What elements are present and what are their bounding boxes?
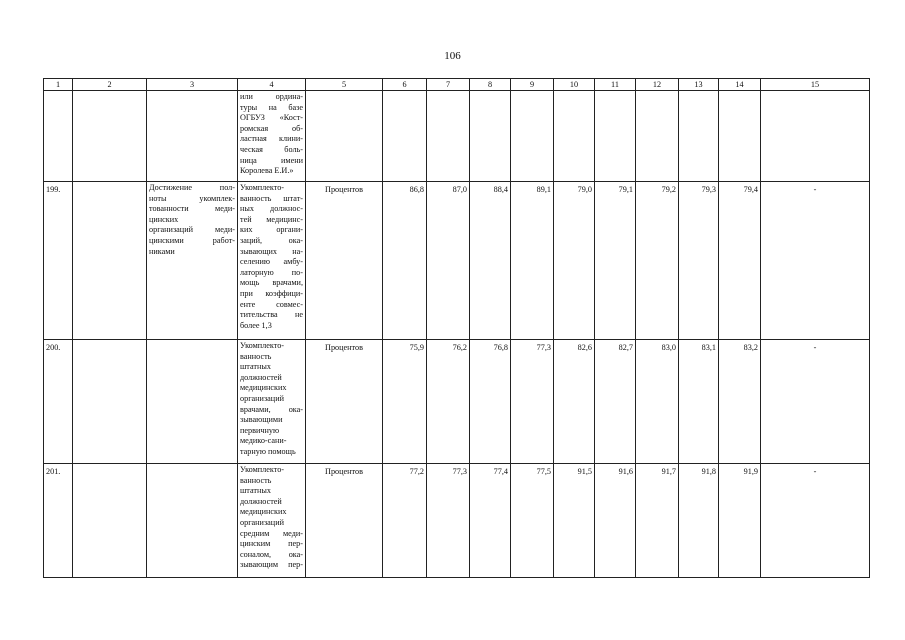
row-number: 199.	[44, 182, 73, 340]
unit-cell: Процентов	[306, 182, 383, 340]
col-header-6: 6	[383, 79, 427, 91]
col-header-1: 1	[44, 79, 73, 91]
value-cell: 76,2	[427, 340, 470, 464]
value-cell: 83,1	[679, 340, 719, 464]
col-header-2: 2	[73, 79, 147, 91]
value-cell: 79,1	[595, 182, 636, 340]
value-cell: 79,0	[554, 182, 595, 340]
value-cell: 87,0	[427, 182, 470, 340]
col-header-14: 14	[719, 79, 761, 91]
value-cell: 77,2	[383, 464, 427, 578]
value-cell: 76,8	[470, 340, 511, 464]
col-header-5: 5	[306, 79, 383, 91]
indicator-description: Укомплекто- ванность штатных должностей медицинских организаций врачами, ока- зывающими первичную медико-сани- тарную помощь	[238, 340, 306, 464]
indicator-table	[43, 78, 870, 578]
table-row	[44, 91, 870, 182]
value-cell: 77,3	[427, 464, 470, 578]
value-cell: 77,5	[511, 464, 554, 578]
indicator-description: Укомплекто- ванность штат- ных должнос- тей медицинс- ких органи- заций, ока- зывающих на- селению амбу- латорную по- мощь врачами, при коэффици- енте совмес- тительства не более 1,3	[238, 182, 306, 340]
value-cell: 79,2	[636, 182, 679, 340]
page-number: 106	[444, 50, 461, 62]
value-cell: 77,3	[511, 340, 554, 464]
table-row	[44, 182, 870, 340]
col-header-9: 9	[511, 79, 554, 91]
col-header-4: 4	[238, 79, 306, 91]
unit-cell: Процентов	[306, 464, 383, 578]
col-header-8: 8	[470, 79, 511, 91]
col-header-7: 7	[427, 79, 470, 91]
value-cell: 91,6	[595, 464, 636, 578]
table-row	[44, 464, 870, 578]
value-cell: 86,8	[383, 182, 427, 340]
indicator-description: Укомплекто- ванность штатных должностей медицинских организаций средним меди- цинским пер- соналом, ока- зывающим пер-	[238, 464, 306, 578]
table-row	[44, 340, 870, 464]
header-row	[44, 79, 870, 91]
value-cell: 79,3	[679, 182, 719, 340]
col-header-11: 11	[595, 79, 636, 91]
value-cell: 89,1	[511, 182, 554, 340]
col-header-3: 3	[147, 79, 238, 91]
col-header-13: 13	[679, 79, 719, 91]
note-cell: -	[761, 340, 870, 464]
value-cell: 82,6	[554, 340, 595, 464]
row-number: 201.	[44, 464, 73, 578]
unit-cell: Процентов	[306, 340, 383, 464]
value-cell: 91,9	[719, 464, 761, 578]
value-cell: 77,4	[470, 464, 511, 578]
col-header-12: 12	[636, 79, 679, 91]
value-cell: 83,0	[636, 340, 679, 464]
value-cell: 75,9	[383, 340, 427, 464]
value-cell: 91,5	[554, 464, 595, 578]
value-cell: 79,4	[719, 182, 761, 340]
value-cell: 91,7	[636, 464, 679, 578]
value-cell: 91,8	[679, 464, 719, 578]
goal-cell: Достижение пол- ноты укомплек- тованности меди- цинских организаций меди- цинскими работ- никами	[147, 182, 238, 340]
value-cell: 88,4	[470, 182, 511, 340]
row-number: 200.	[44, 340, 73, 464]
col-header-10: 10	[554, 79, 595, 91]
cont-desc-cell: или ордина- туры на базе ОГБУЗ «Кост- ромская об- ластная клини- ческая боль- ница имени Королева Е.И.»	[238, 91, 306, 182]
value-cell: 83,2	[719, 340, 761, 464]
value-cell: 82,7	[595, 340, 636, 464]
col-header-15: 15	[761, 79, 870, 91]
note-cell: -	[761, 182, 870, 340]
note-cell: -	[761, 464, 870, 578]
